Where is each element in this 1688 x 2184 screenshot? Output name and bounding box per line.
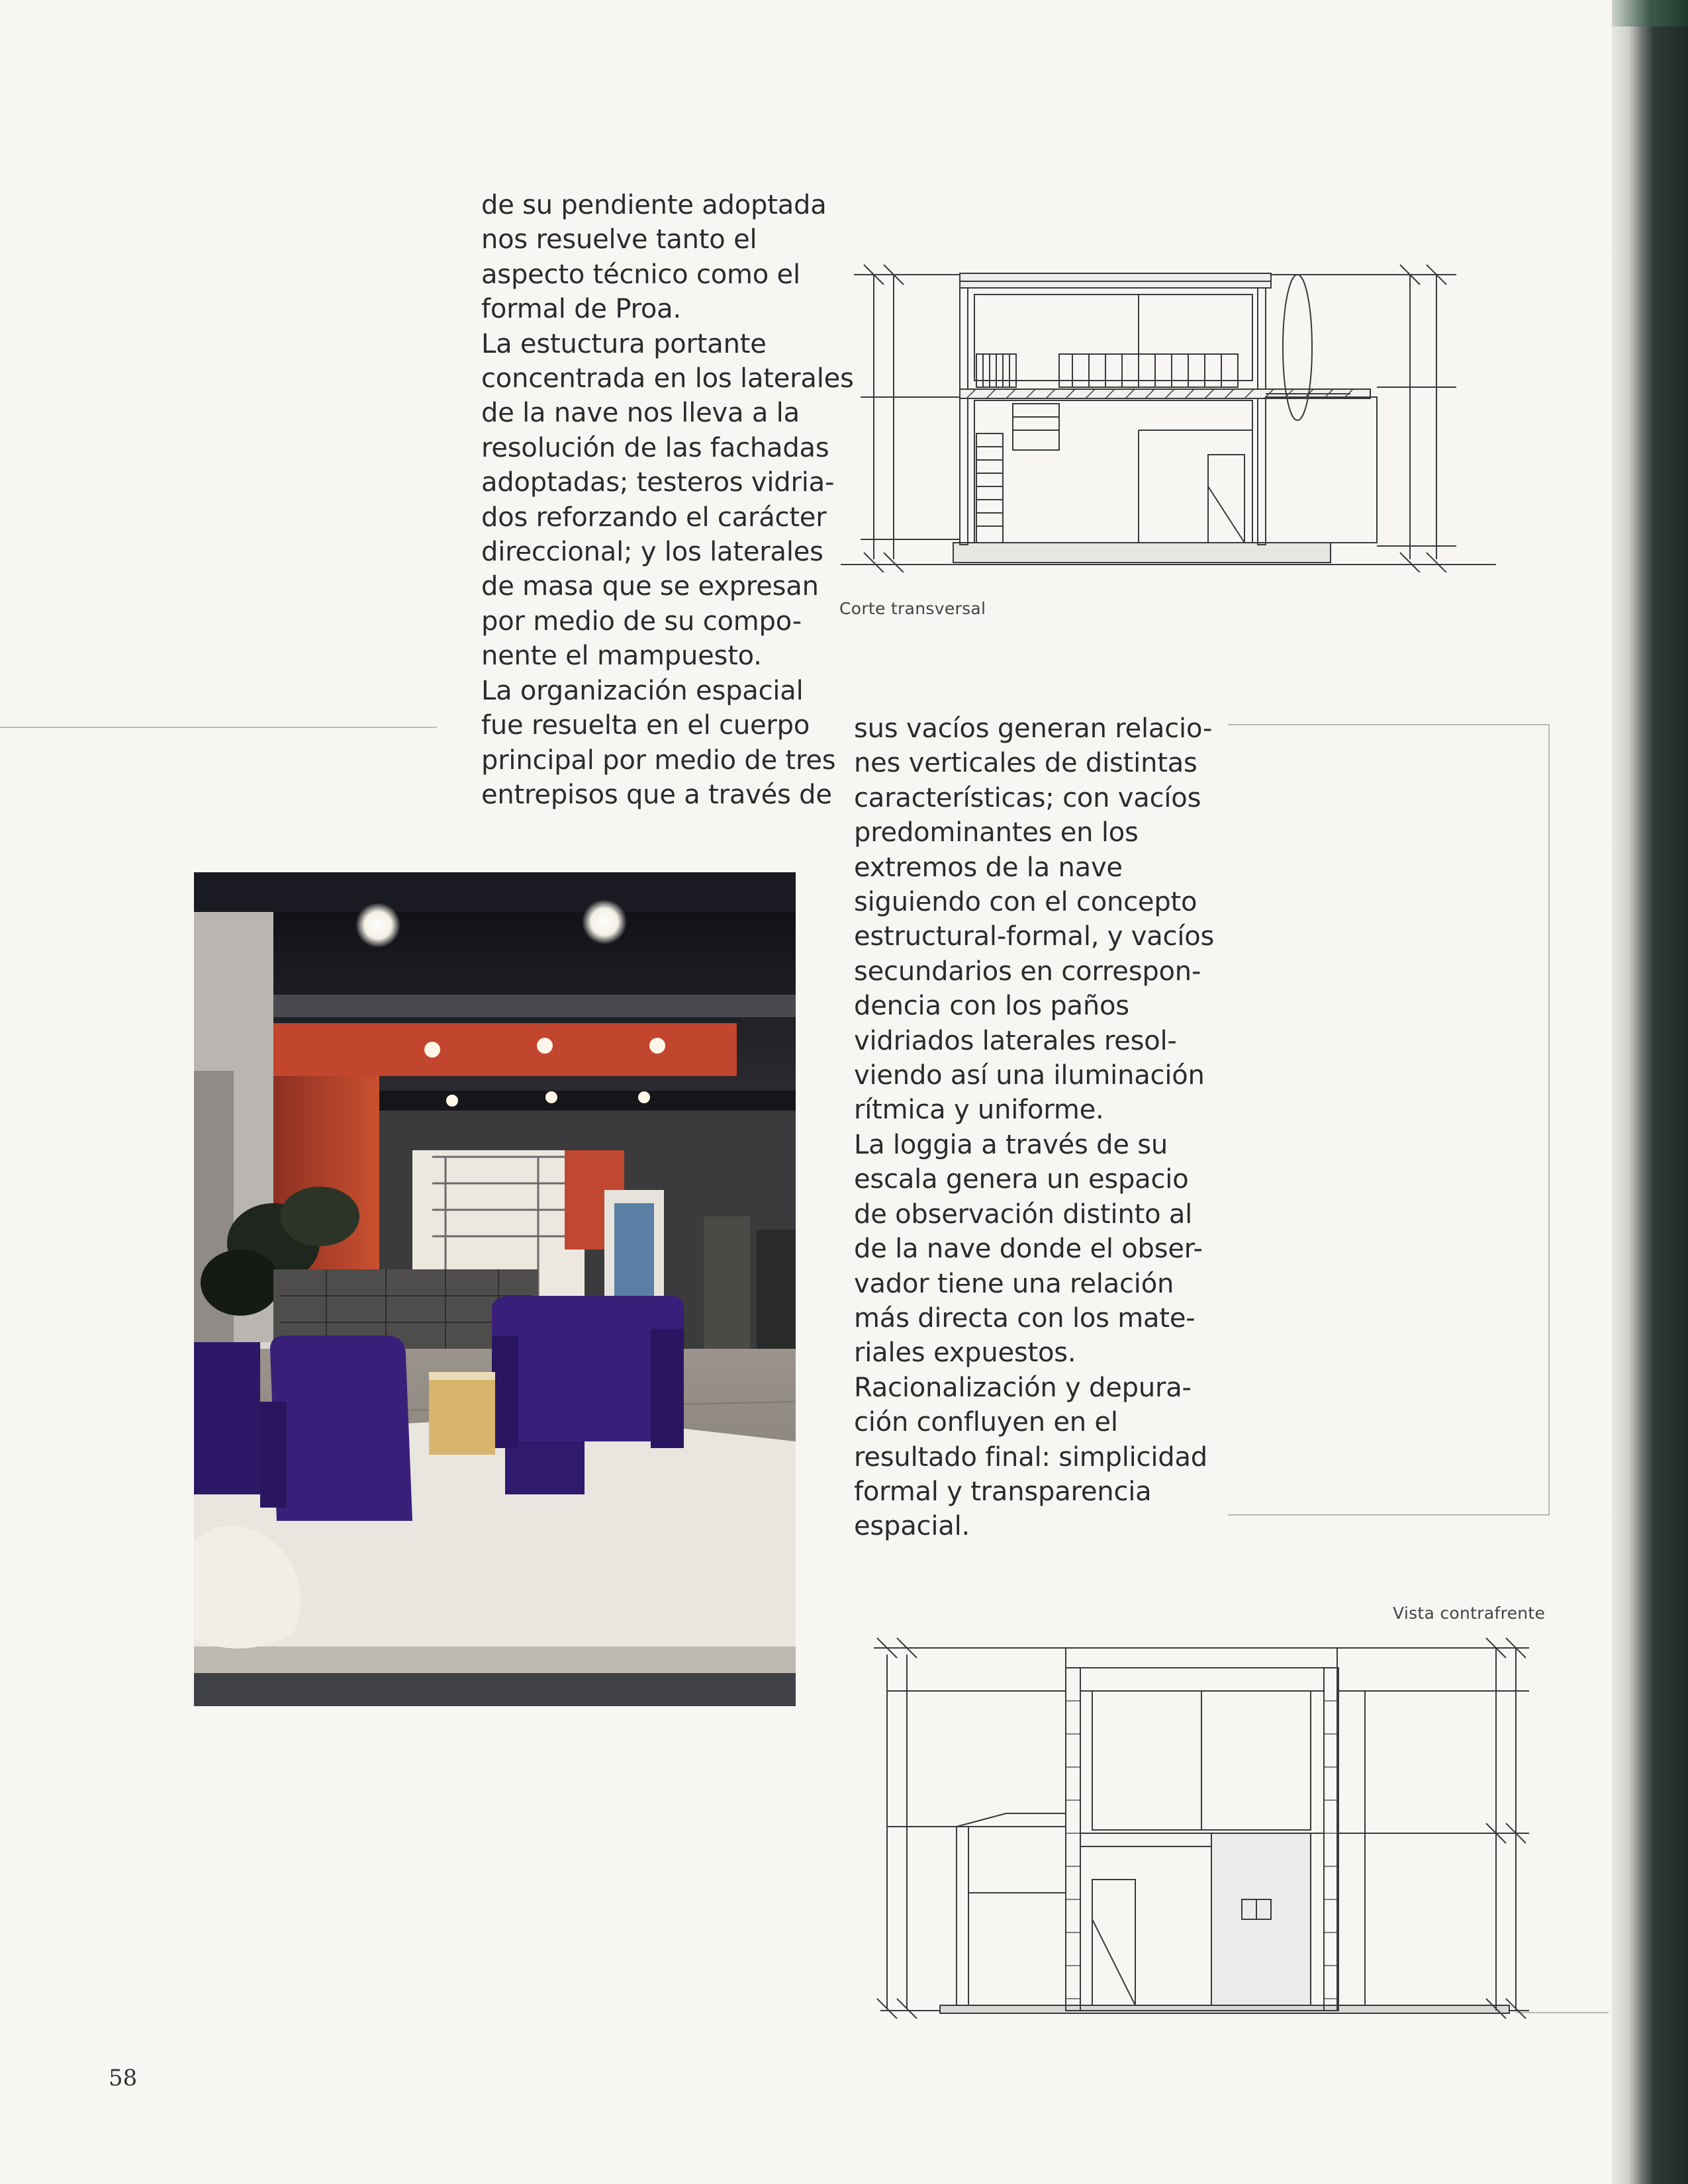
text-line: formal de Proa. — [481, 294, 682, 325]
ceiling-lamp — [582, 899, 627, 944]
text-line: más directa con los mate- — [854, 1302, 1196, 1334]
text-line: La estuctura portante — [481, 328, 767, 359]
text-line: nes verticales de distintas — [854, 748, 1197, 779]
text-line: de masa que se expresan — [481, 571, 819, 602]
text-line: ción confluyen en el — [854, 1407, 1118, 1438]
text-line: resultado final: simplicidad — [854, 1441, 1207, 1473]
text-line: de la nave nos lleva a la — [481, 398, 800, 429]
text-line: secundarios en correspon- — [854, 956, 1201, 987]
text-line: dos reforzando el carácter — [481, 502, 827, 533]
text-line: de la nave donde el obser- — [854, 1234, 1203, 1265]
interior-photograph — [194, 872, 796, 1706]
right-horizontal-rule-top — [1228, 724, 1550, 725]
text-line: nos resuelve tanto el — [481, 224, 757, 255]
page-number: 58 — [109, 2065, 138, 2091]
text-line: fue resuelta en el cuerpo — [481, 710, 810, 741]
text-line: La organización espacial — [481, 675, 804, 706]
text-line: estructural-formal, y vacíos — [854, 921, 1215, 952]
text-line: de observación distinto al — [854, 1199, 1193, 1230]
ceiling-lamp — [355, 903, 400, 948]
rear-elevation-drawing — [861, 1628, 1549, 2025]
text-line: principal por medio de tres — [481, 745, 836, 776]
rear-elevation-svg — [861, 1628, 1549, 2025]
binding-top-accent — [1612, 0, 1688, 26]
text-line: vador tiene una relación — [854, 1268, 1174, 1299]
text-line: riales expuestos. — [854, 1338, 1076, 1369]
text-line: predominantes en los — [854, 817, 1139, 848]
text-line: concentrada en los laterales — [481, 363, 854, 394]
text-line: escala genera un espacio — [854, 1164, 1189, 1195]
text-line: viendo así una iluminación — [854, 1060, 1205, 1091]
right-horizontal-rule-bottom — [1228, 1514, 1550, 1516]
text-line: adoptadas; testeros vidria- — [481, 467, 835, 498]
cross-section-svg — [841, 261, 1503, 572]
purple-armchair — [270, 1336, 412, 1521]
text-line: características; con vacíos — [854, 782, 1201, 813]
text-line: extremos de la nave — [854, 852, 1123, 883]
book-binding-edge — [1612, 0, 1688, 2184]
text-line: de su pendiente adoptada — [481, 190, 827, 220]
text-line: espacial. — [854, 1511, 970, 1542]
text-line: resolución de las fachadas — [481, 432, 829, 463]
left-horizontal-rule — [0, 727, 437, 728]
interior-photo-illustration — [194, 872, 796, 1706]
right-vertical-rule — [1548, 724, 1550, 1516]
caption-corte-transversal: Corte transversal — [839, 599, 986, 618]
text-line: vidriados laterales resol- — [854, 1025, 1177, 1056]
text-line: sus vacíos generan relacio- — [854, 713, 1213, 744]
text-line: entrepisos que a través de — [481, 779, 832, 810]
text-line: aspecto técnico como el — [481, 259, 800, 290]
text-line: rítmica y uniforme. — [854, 1095, 1104, 1126]
text-line: dencia con los paños — [854, 991, 1129, 1022]
text-line: siguiendo con el concepto — [854, 887, 1197, 918]
text-line: direccional; y los laterales — [481, 537, 823, 568]
cross-section-drawing — [841, 261, 1503, 572]
text-line: Racionalización y depura- — [854, 1372, 1192, 1403]
text-line: por medio de su compo- — [481, 606, 802, 637]
text-line: nente el mampuesto. — [481, 641, 762, 672]
caption-vista-contrafrente: Vista contrafrente — [1393, 1604, 1546, 1623]
body-text-left-column — [481, 188, 854, 812]
text-line: formal y transparencia — [854, 1476, 1152, 1507]
body-text-right-column — [854, 711, 1214, 1544]
text-line: La loggia a través de su — [854, 1129, 1168, 1160]
